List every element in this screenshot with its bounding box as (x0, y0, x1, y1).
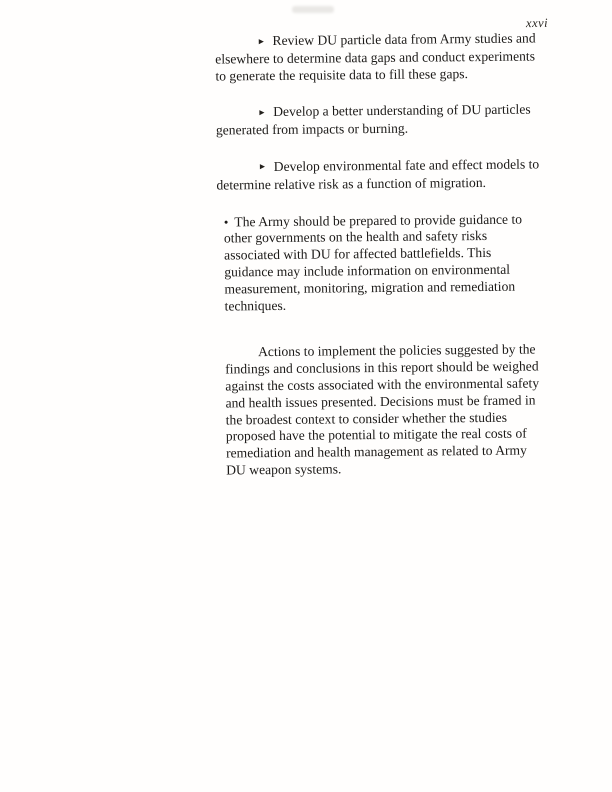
bullet-item (216, 102, 540, 140)
page-body (215, 30, 543, 479)
bullet-item (224, 211, 542, 315)
bullet-text: Develop a better understanding of DU particles generated from impacts or burning. (215, 101, 531, 138)
triangle-bullet-icon: ► (258, 161, 267, 172)
triangle-bullet-icon: ► (257, 106, 267, 118)
page-number: xxvi (525, 15, 549, 31)
bullet-item (215, 30, 539, 84)
bullet-text: Develop environmental fate and effect models to determine relative risk as a function of migration. (216, 156, 540, 193)
closing-paragraph: Actions to implement the policies suggested by the findings and conclusions in this report should be weighed against the costs associated with the environmental safety and health issues presented. Decisions must be framed in the broadest context to consider whether the studies proposed have the potential to mitigate the real costs of remediation and health management as related to Army DU weapon systems. (225, 341, 540, 478)
bullet-text: The Army should be prepared to provide guidance to other governments on the health and safety risks associated with DU for affected battlefields. This guidance may include information on environmental measurement, monitoring, migration and remediation techniques. (223, 211, 523, 314)
triangle-bullet-icon: ► (257, 35, 266, 46)
bullet-item (216, 156, 540, 194)
bullet-text: Review DU particle data from Army studies and elsewhere to determine data gaps and conduct experiments to generate the requisite data to fill these gaps. (215, 30, 536, 84)
scan-artifact (292, 6, 334, 13)
dot-bullet-icon: • (223, 214, 229, 230)
